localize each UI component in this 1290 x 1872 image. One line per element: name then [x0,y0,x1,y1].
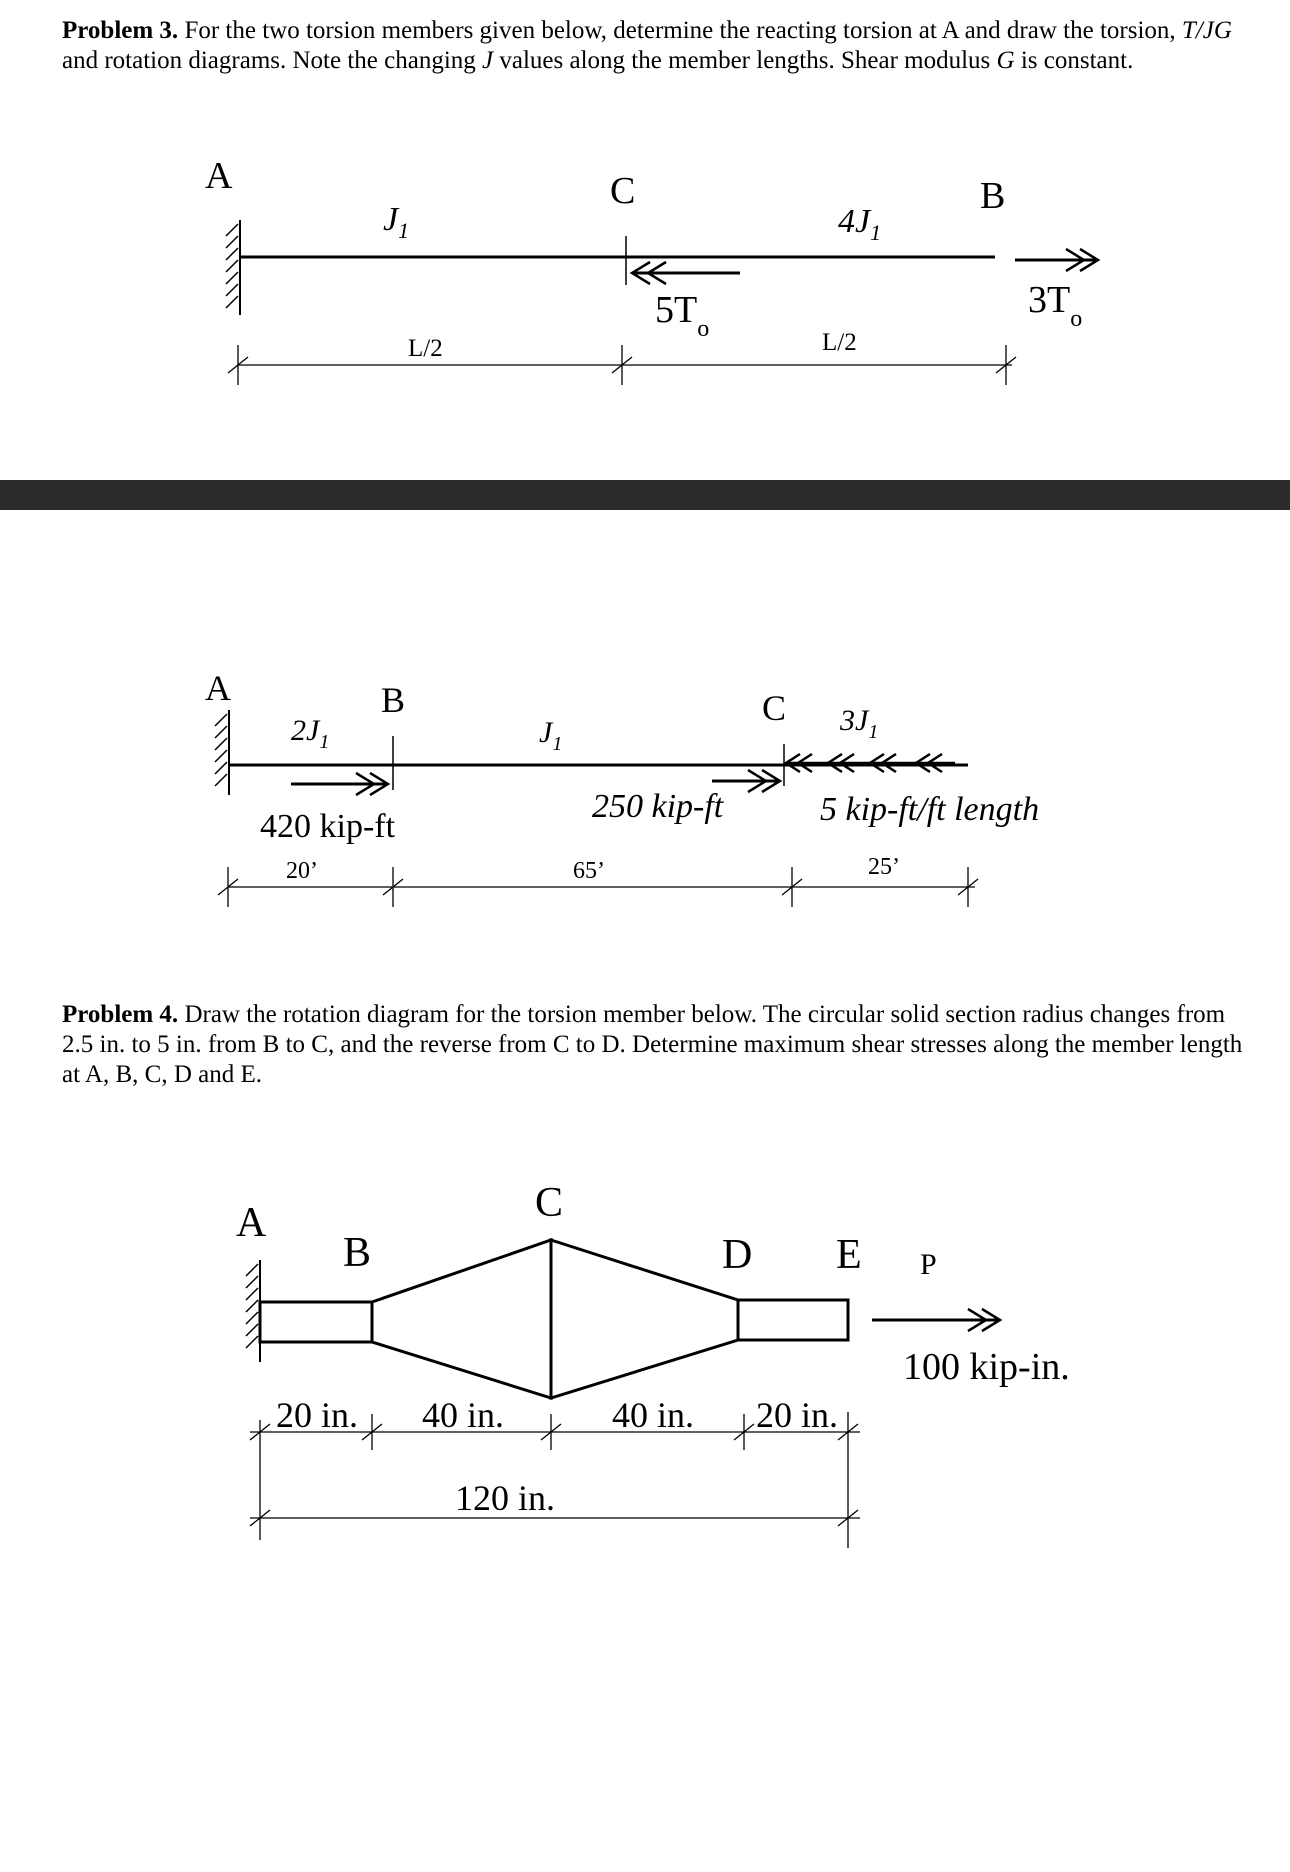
problem3-text2: and rotation diagrams. Note the changing [62,47,483,74]
section-divider [0,480,1290,510]
label-c: C [762,688,787,728]
dim-bc: 40 in. [422,1395,505,1435]
dim-ab: 20’ [286,858,318,884]
torque-p-label: 100 kip-in. [903,1346,1070,1388]
label-d: D [722,1232,753,1278]
distributed-torque-arrows [786,754,955,772]
dim-cd: 40 in. [612,1395,695,1435]
label-a: A [236,1200,267,1246]
label-a: A [205,668,231,708]
label-b: B [381,680,406,720]
problem3-text: For the two torsion members given below, determine the reacting torsion at A and draw the torsion, [178,17,1182,44]
fixed-support-a [215,710,229,795]
problem4-statement [62,1000,1262,1090]
torque-250-label: 250 kip-ft [592,788,724,825]
problem3-tjg: T/JG [1181,17,1232,44]
figure3-tapered-shaft [0,1150,1290,1550]
problem3-text3: values along the member lengths. Shear modulus [493,47,997,74]
dim-right: L/2 [822,329,857,356]
figure1-torsion-member [0,140,1290,400]
torque-3to-arrow [1015,249,1098,271]
dim-de: 20 in. [756,1395,839,1435]
label-c: C [535,1180,564,1226]
figure2-torsion-member [0,660,1290,920]
j1-label: $J_1$ [383,201,410,243]
dim-ab: 20 in. [276,1395,359,1435]
label-b: B [343,1230,372,1276]
dim-total: 120 in. [455,1478,556,1518]
label-e: E [836,1232,862,1278]
torque-420-arrow [291,773,388,795]
problem3-j: J [482,47,494,74]
torque-3to-label: $3T_o$ [1028,279,1083,332]
dim-left: L/2 [408,335,443,362]
problem4-heading: Problem 4. [62,1001,179,1028]
dimension-line [228,345,1016,385]
3j1-label: $3J_1$ [840,704,879,743]
torque-5to-arrow [632,262,740,284]
4j1-label: $4J_1$ [838,203,882,245]
torque-5to-label: $5T_o$ [655,289,710,342]
fixed-support-a [246,1260,260,1362]
label-a: A [205,155,233,197]
torque-420-label: 420 kip-ft [260,808,396,845]
dim-bc: 65’ [573,858,605,884]
fixed-support-a [226,220,240,315]
j1-label: $J_1$ [539,716,563,755]
2j1-label: $2J_1$ [291,714,330,753]
torque-p-arrow [872,1309,1000,1331]
problem3-g: G [996,47,1015,74]
dim-cd: 25’ [868,854,900,880]
problem3-statement [62,16,1252,76]
label-c: C [610,170,636,212]
distributed-load-label: 5 kip-ft/ft length [820,791,1040,828]
problem3-heading: Problem 3. [62,17,179,44]
label-b: B [980,175,1006,217]
problem4-text: Draw the rotation diagram for the torsion member below. The circular solid section radius changes from 2.5 in. to 5 in. from B to C, and the reverse from C to D. Determine maximum shear stresses along the member length at A, B, C, D and E. [62,1001,1243,1088]
problem3-text4: is constant. [1014,47,1134,74]
label-p: P [920,1248,937,1281]
